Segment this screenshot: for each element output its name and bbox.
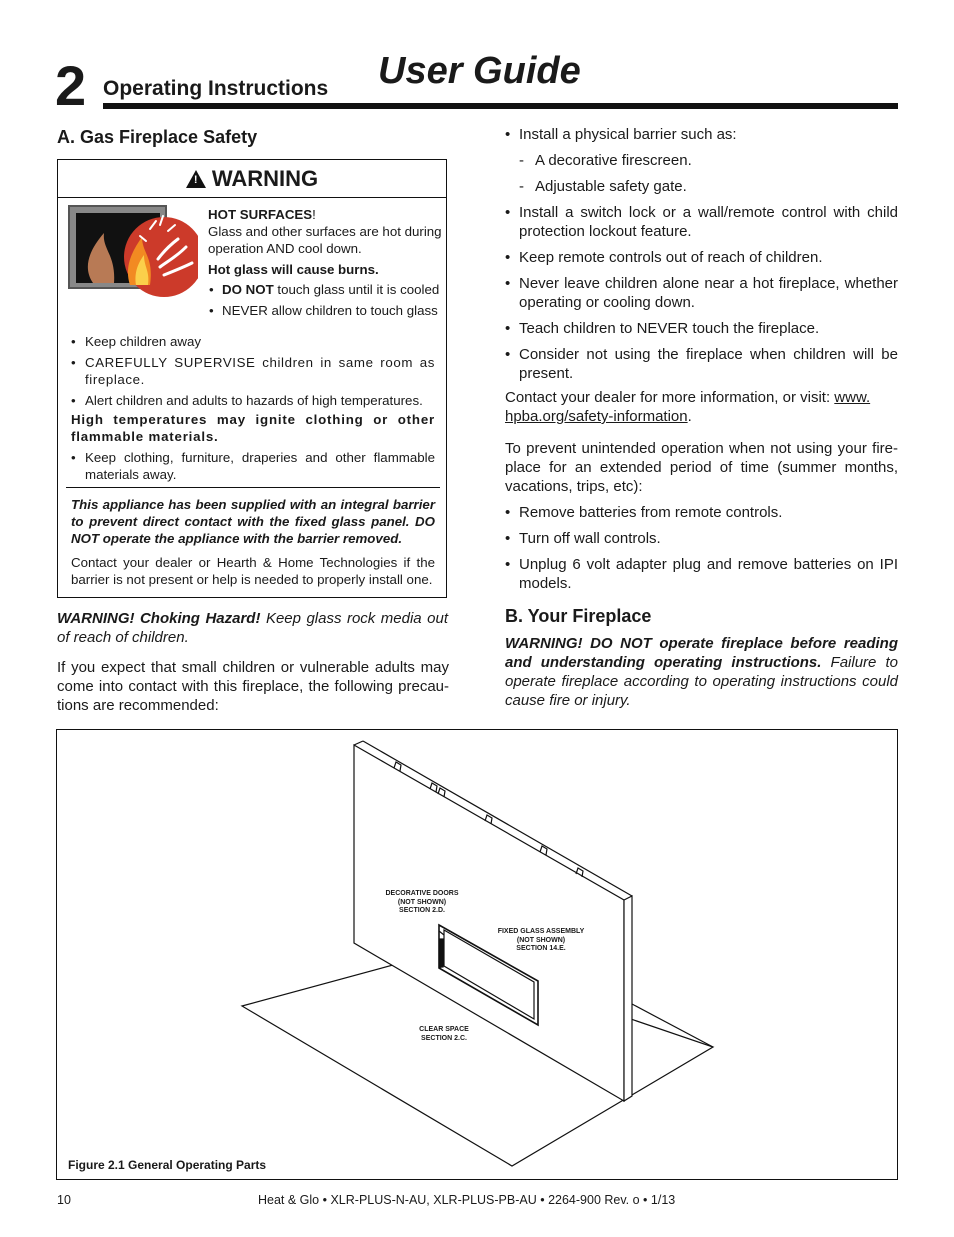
warning-triangle-icon: ! xyxy=(186,170,206,188)
label-decorative-doors xyxy=(379,890,465,916)
barrier-note: This appliance has been supplied with an integral barrier to prevent direct contact with the fixed glass panel. DO NOT operate the appliance with the barrier removed. xyxy=(71,497,435,546)
label-line: SECTION 2.D. xyxy=(399,907,445,914)
label-line: CLEAR SPACE xyxy=(419,1026,469,1033)
operate-warning-label: WARNING! DO NOT operate fireplace before reading and understanding operating instructions. xyxy=(505,635,898,671)
list-item: • Consider not using the fireplace when children will be present. xyxy=(505,345,898,383)
warning-list-1 xyxy=(71,333,435,413)
warning-heading xyxy=(58,160,446,198)
hot-surfaces-bang: ! xyxy=(312,207,316,222)
warning-box xyxy=(57,159,447,598)
warning-list-2 xyxy=(71,449,435,487)
fireplace-diagram xyxy=(57,730,899,1181)
hot-surfaces-desc: Glass and other surfaces are hot during operation AND cool down. xyxy=(208,224,442,256)
list-item: • Never leave children alone near a hot fireplace, whether operating or cooling down. xyxy=(505,274,898,312)
list-item: • Remove batteries from remote controls. xyxy=(505,503,898,522)
glass-bullet-1 xyxy=(222,281,446,298)
precautions-intro: If you expect that small children or vulnerable adults may come into contact with this fireplace, the following precautions are recommended: xyxy=(57,659,449,714)
hot-glass-label: Hot glass will cause burns. xyxy=(208,262,379,277)
list-item: • Unplug 6 volt adapter plug and remove batteries on IPI models. xyxy=(505,555,898,593)
hpba-link-cont[interactable]: hpba.org/safety-information xyxy=(505,408,688,425)
guide-title: User Guide xyxy=(378,50,581,92)
contact-dealer-text: Contact your dealer for more information, or visit: xyxy=(505,389,835,406)
contact-dealer-end: . xyxy=(687,408,692,425)
operate-warning xyxy=(505,634,898,710)
label-fixed-glass xyxy=(494,928,588,954)
label-clear-space xyxy=(409,1026,479,1043)
footer-doc-info: Heat & Glo • XLR-PLUS-N-AU, XLR-PLUS-PB-AU • 2264-900 Rev. o • 1/13 xyxy=(258,1193,676,1207)
label-line: (NOT SHOWN) xyxy=(516,936,566,944)
header-rule xyxy=(103,103,898,109)
list-subitem: - A decorative firescreen. xyxy=(505,151,898,170)
list-item: • CAREFULLY SUPERVISE children in same room as fireplace. xyxy=(85,354,435,388)
section-a-title: A. Gas Fireplace Safety xyxy=(57,127,258,147)
label-line: SECTION 2.C. xyxy=(421,1034,467,1042)
choking-warning xyxy=(57,609,448,647)
glass-bullet-1-text: touch glass until it is cooled xyxy=(273,282,440,297)
list-item: • Keep children away xyxy=(85,333,435,350)
hot-glass-hand-icon xyxy=(68,205,198,299)
safety-list xyxy=(505,125,898,383)
flammable-note: High temperatures may ignite clothing or other flammable materials. xyxy=(71,412,435,444)
list-item: • Install a physical barrier such as: xyxy=(505,125,898,144)
label-line: SECTION 14.E. xyxy=(516,945,566,952)
list-subitem: - Adjustable safety gate. xyxy=(505,177,898,196)
prevent-list xyxy=(505,503,898,593)
figure-box xyxy=(56,729,898,1180)
contact-dealer xyxy=(505,388,898,426)
hpba-link[interactable]: www. xyxy=(834,389,871,406)
warning-heading-text: WARNING xyxy=(211,165,319,191)
list-item: • Turn off wall controls. xyxy=(505,529,898,548)
choking-warning-text: Keep glass rock media out of reach of children. xyxy=(57,610,448,646)
list-item: • Keep remote controls out of reach of children. xyxy=(505,248,898,267)
choking-warning-label: WARNING! Choking Hazard! xyxy=(57,610,261,627)
page-number: 10 xyxy=(57,1193,71,1207)
do-not-text: DO NOT xyxy=(222,282,274,297)
warning-divider xyxy=(66,487,440,488)
figure-caption: Figure 2.1 General Operating Parts xyxy=(68,1158,267,1172)
prevent-text: To prevent unintended operation when not using your fireplace for an extended period of time (summer months, vacations, trips, etc): xyxy=(505,440,898,495)
label-line: FIXED GLASS ASSEMBLY xyxy=(497,928,585,935)
operate-warning-text: Failure to operate fireplace according to operating instructions could cause fire or injury. xyxy=(505,654,898,709)
section-b-title: B. Your Fireplace xyxy=(505,606,652,626)
list-item: • Teach children to NEVER touch the fireplace. xyxy=(505,319,898,338)
list-item: • Alert children and adults to hazards of high temperatures. xyxy=(85,392,435,409)
label-line: (NOT SHOWN) xyxy=(397,898,447,906)
list-item: • Keep clothing, furniture, draperies and other flammable materials away. xyxy=(85,449,435,483)
glass-bullet-2: • NEVER allow children to touch glass xyxy=(222,302,446,319)
hot-surfaces-text xyxy=(208,206,446,323)
contact-note: Contact your dealer or Hearth & Home Technologies if the barrier is not present or help is needed to properly install one. xyxy=(71,555,435,587)
label-line: DECORATIVE DOORS xyxy=(385,890,459,897)
section-title: Operating Instructions xyxy=(103,77,329,100)
list-item: • Install a switch lock or a wall/remote control with child protection lockout feature. xyxy=(505,203,898,241)
section-number: 2 xyxy=(55,54,85,117)
hot-surfaces-label: HOT SURFACES xyxy=(208,207,313,222)
